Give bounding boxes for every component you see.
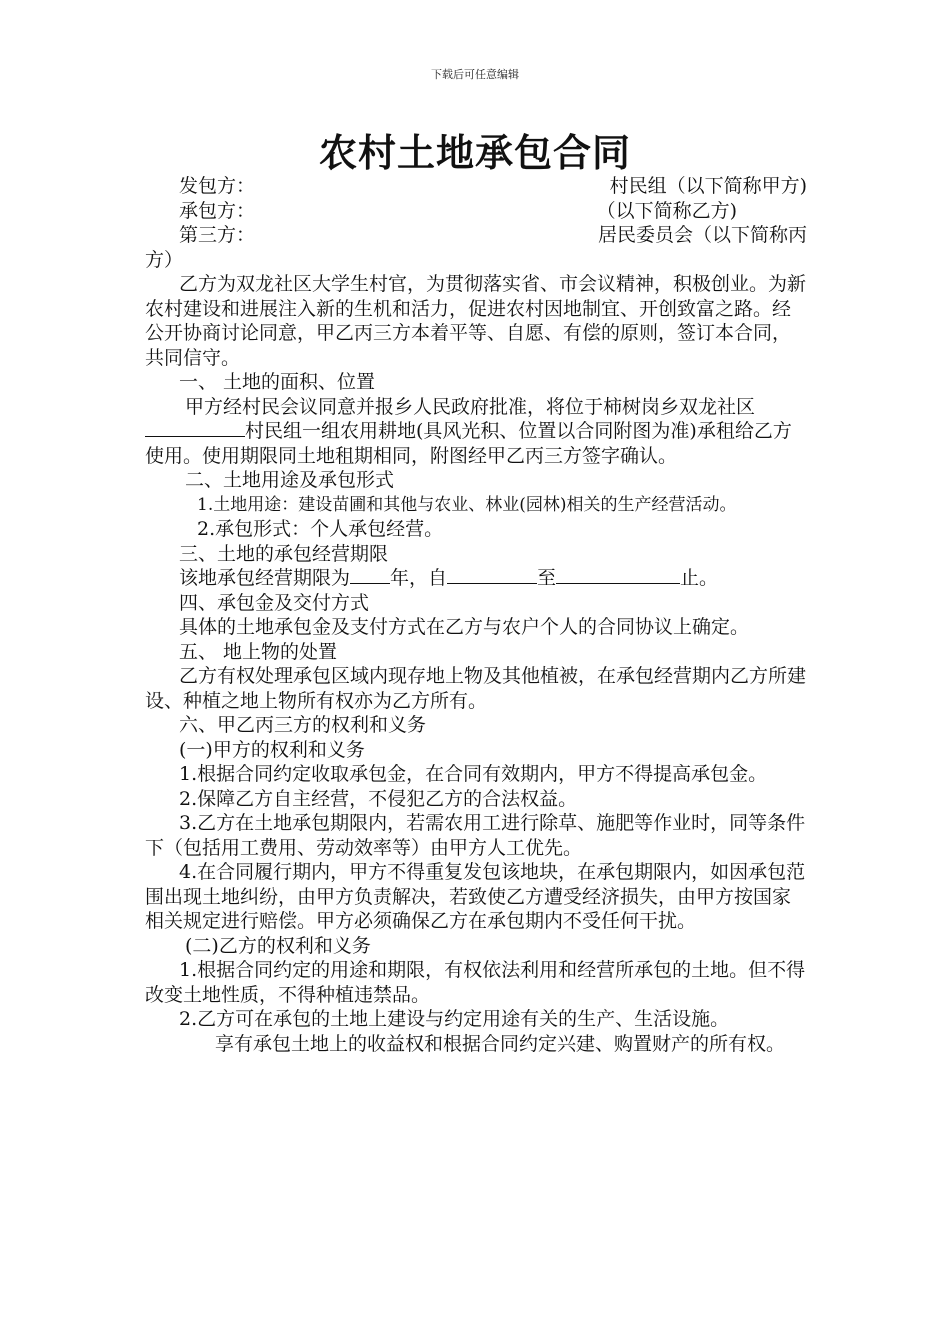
party-third <box>145 223 807 248</box>
text: 止。 <box>680 567 719 589</box>
section-2-title: 二、土地用途及承包形式 <box>185 469 395 491</box>
section-4-paragraph: 具体的土地承包金及支付方式在乙方与农户个人的合同协议上确定。 <box>179 616 750 638</box>
party-value: （以下简称乙方) <box>596 199 737 222</box>
text: 甲方经村民会议同意并报乡人民政府批准，将位于柿树岗乡双龙社区 <box>185 395 756 418</box>
party-value: 居民委员会（以下简称丙 <box>597 224 807 246</box>
text: 至 <box>537 567 557 589</box>
blank-line <box>447 566 537 584</box>
page-header: 下载后可任意编辑 <box>431 68 519 81</box>
blank-line <box>350 566 390 584</box>
subsection-a-item-3: 3.乙方在土地承包期限内，若需农用工进行除草、施肥等作业时，同等条件下（包括用工费用、劳动效率等）由甲方人工优先。 <box>145 812 806 859</box>
section-3-paragraph <box>145 566 807 591</box>
intro-paragraph: 乙方为双龙社区大学生村官，为贯彻落实省、市会议精神，积极创业。为新农村建设和进展注入新的生机和活力，促进农村因地制宜、开创致富之路。经公开协商讨论同意，甲乙丙三方本着平等、自愿、有偿的原则，签订本合同，共同信守。 <box>145 273 807 369</box>
subsection-a-item-2: 2.保障乙方自主经营，不侵犯乙方的合法权益。 <box>179 787 578 810</box>
party-value: 村民组（以下简称甲方) <box>609 175 807 197</box>
party-contractor <box>145 199 807 224</box>
section-1-paragraph <box>145 395 807 469</box>
blank-line <box>145 419 245 437</box>
contract-body <box>145 174 807 1056</box>
party-label: 承包方： <box>179 199 256 222</box>
subsection-a-title: (一)甲方的权利和义务 <box>179 738 365 761</box>
section-6-title: 六、甲乙丙三方的权利和义务 <box>179 714 427 736</box>
party-label: 发包方： <box>179 175 256 197</box>
section-5-title: 五、 地上物的处置 <box>179 640 338 663</box>
party-label: 第三方： <box>179 224 256 246</box>
subsection-a-item-1: 1.根据合同约定收取承包金，在合同有效期内，甲方不得提高承包金。 <box>179 763 768 785</box>
section-3-title: 三、土地的承包经营期限 <box>179 542 389 565</box>
subsection-b-title: (二)乙方的权利和义务 <box>185 934 371 957</box>
subsection-b-item-1: 1.根据合同约定的用途和期限，有权依法利用和经营所承包的土地。但不得改变土地性质，不得种植违禁品。 <box>145 959 806 1006</box>
subsection-b-item-2: 2.乙方可在承包的土地上建设与约定用途有关的生产、生活设施。 <box>179 1008 730 1030</box>
section-2-item-2: 2.承包形式：个人承包经营。 <box>197 518 444 540</box>
party-third-cont: 方） <box>145 248 184 271</box>
document-title: 农村土地承包合同 <box>318 131 631 175</box>
section-2-item-1: 1.土地用途：建设苗圃和其他与农业、林业(园林)相关的生产经营活动。 <box>197 494 737 515</box>
text: 年，自 <box>390 567 448 589</box>
blank-line <box>556 566 680 584</box>
section-1-title: 一、 土地的面积、位置 <box>179 371 376 393</box>
text: 村民组一组农用耕地(具风光积、位置以合同附图为准)承租给乙方使用。使用期限同土地租期相同，附图经甲乙丙三方签字确认。 <box>145 420 792 467</box>
subsection-b-item-3: 享有承包土地上的收益权和根据合同约定兴建、购置财产的所有权。 <box>215 1032 786 1055</box>
subsection-a-item-4: 4.在合同履行期内，甲方不得重复发包该地块，在承包期限内，如因承包范围出现土地纠纷，由甲方负责解决，若致使乙方遭受经济损失，由甲方按国家相关规定进行赔偿。甲方必须确保乙方在承包期内不受任何干扰。 <box>145 861 806 932</box>
section-5-paragraph: 乙方有权处理承包区域内现存地上物及其他植被，在承包经营期内乙方所建设、种植之地上物所有权亦为乙方所有。 <box>145 665 807 712</box>
text: 该地承包经营期限为 <box>179 567 351 589</box>
party-issuer <box>145 174 807 199</box>
section-4-title: 四、承包金及交付方式 <box>179 591 370 614</box>
